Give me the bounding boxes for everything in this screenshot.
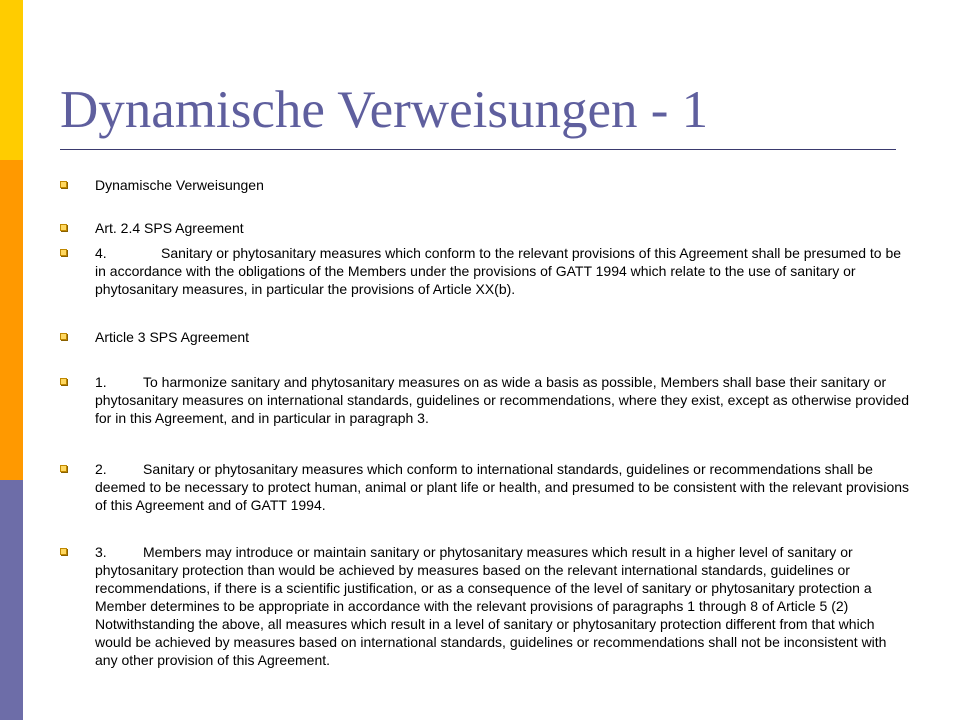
paragraph-number: 2. [95, 461, 107, 477]
title-divider [60, 149, 896, 150]
slide-title: Dynamische Verweisungen - 1 [60, 81, 709, 139]
bullet-text: Article 3 SPS Agreement [95, 329, 250, 345]
sidebar-accent-purple [0, 480, 23, 720]
bullet-paragraph [95, 460, 910, 514]
square-bullet-icon [60, 548, 67, 555]
paragraph-text: To harmonize sanitary and phytosanitary measures on as wide a basis as possible, Members shall base their sanitary or phytosanitary measures on international standards, guidelines or recommendations, where they exist, except as otherwise provided for in this Agreement, and in particular in paragraph 3. [95, 374, 909, 426]
paragraph-text: Sanitary or phytosanitary measures which conform to the relevant provisions of this Agreement shall be presumed to be in accordance with the obligations of the Members under the provisions of GATT 1994 which relate to the use of sanitary or phytosanitary measures, in particular the provisions of Article XX(b). [95, 245, 902, 297]
sidebar-accent-yellow [0, 0, 23, 160]
paragraph-number: 1. [95, 374, 107, 390]
paragraph-text: Members may introduce or maintain sanitary or phytosanitary measures which result in a higher level of sanitary or phytosanitary protection than would be achieved by measures based on the relevant international standards, guidelines or recommendations, if there is a scientific justification, or as a consequence of the level of sanitary or phytosanitary protection a Member determines to be appropriate in accordance with the relevant provisions of paragraphs 1 through 8 of Article 5 (2) Notwithstanding the above, all measures which result in a level of sanitary or phytosanitary protection different from that which would be achieved by measures based on international standards, guidelines or recommendations shall not be inconsistent with any other provision of this Agreement. [95, 544, 891, 668]
sidebar-accent-orange [0, 160, 23, 480]
bullet-text: Dynamische Verweisungen [95, 177, 264, 193]
square-bullet-icon [60, 465, 67, 472]
bullet-paragraph [95, 373, 910, 427]
square-bullet-icon [60, 224, 67, 231]
bullet-paragraph [95, 244, 910, 298]
square-bullet-icon [60, 333, 67, 340]
bullet-paragraph [95, 543, 910, 669]
paragraph-number: 4. [95, 245, 107, 261]
bullet-text: Art. 2.4 SPS Agreement [95, 220, 244, 236]
square-bullet-icon [60, 249, 67, 256]
paragraph-text: Sanitary or phytosanitary measures which conform to international standards, guidelines or recommendations shall be deemed to be necessary to protect human, animal or plant life or health, and presumed to be consistent with the relevant provisions of this Agreement and of GATT 1994. [95, 461, 910, 513]
square-bullet-icon [60, 181, 67, 188]
paragraph-number: 3. [95, 544, 107, 560]
square-bullet-icon [60, 378, 67, 385]
